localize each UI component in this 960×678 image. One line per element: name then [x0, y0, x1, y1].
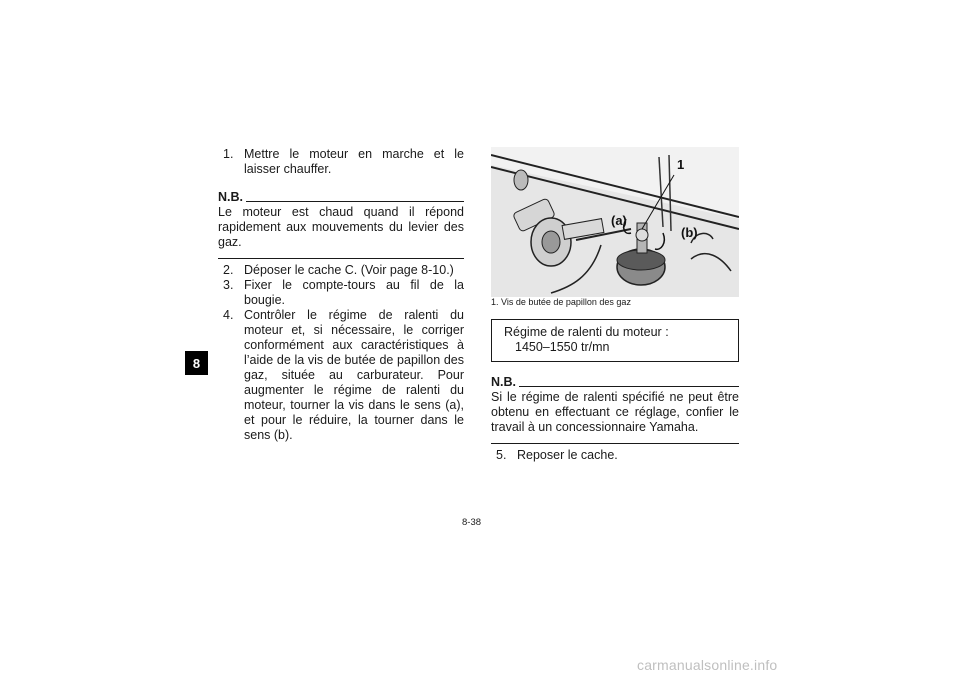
chapter-tab	[185, 351, 208, 375]
step-text: Reposer le cache.	[517, 448, 618, 462]
engine-illustration	[491, 147, 739, 297]
step-5	[491, 448, 739, 463]
step-1	[218, 147, 464, 177]
watermark: carmanualsonline.info	[637, 657, 778, 673]
step-text: Contrôler le régime de ralenti du moteur et, si nécessaire, le corriger conformément aux caractéristiques à l’aide de la vis de butée de papillon des gaz, située au carburateur. Pour augmenter le régime de ralenti du moteur, tourner la vis dans le sens (a), et pour le réduire, la tourner dans le sens (b).	[244, 308, 464, 442]
callout-1: 1	[677, 157, 685, 172]
nb-label: N.B.	[218, 190, 243, 204]
step-4	[218, 308, 464, 443]
nb-text: Si le régime de ralenti spécifié ne peut être obtenu en effectuant ce réglage, confier le travail à un concessionnaire Yamaha.	[491, 390, 739, 444]
step-3	[218, 278, 464, 308]
chapter-tab-number: 8	[192, 355, 201, 371]
nb-rule	[246, 201, 464, 202]
spec-value: 1450–1550 tr/mn	[515, 340, 610, 354]
nb-heading	[218, 191, 464, 204]
spec-box	[491, 319, 739, 362]
step-text: Déposer le cache C. (Voir page 8-10.)	[244, 263, 454, 277]
label-b: (b)	[681, 225, 698, 240]
step-number: 1.	[223, 147, 234, 161]
label-a: (a)	[611, 213, 627, 228]
step-number: 2.	[223, 263, 234, 277]
step-text: Fixer le compte-tours au fil de la bougie.	[244, 278, 464, 307]
page-number: 8-38	[462, 517, 482, 528]
nb-label: N.B.	[491, 375, 516, 389]
right-column	[491, 297, 739, 463]
throttle-stop-screw-photo	[491, 147, 739, 297]
nb-text: Le moteur est chaud quand il répond rapidement aux mouvements du levier des gaz.	[218, 205, 464, 259]
spec-label: Régime de ralenti du moteur :	[504, 325, 669, 339]
step-text: Mettre le moteur en marche et le laisser chauffer.	[244, 147, 464, 176]
step-number: 5.	[496, 448, 507, 462]
step-number: 4.	[223, 308, 234, 322]
left-column	[218, 147, 464, 443]
nb-heading	[491, 376, 739, 389]
figure-caption: 1. Vis de butée de papillon des gaz	[491, 297, 631, 307]
step-number: 3.	[223, 278, 234, 292]
step-2	[218, 263, 464, 278]
nb-rule	[519, 386, 739, 387]
